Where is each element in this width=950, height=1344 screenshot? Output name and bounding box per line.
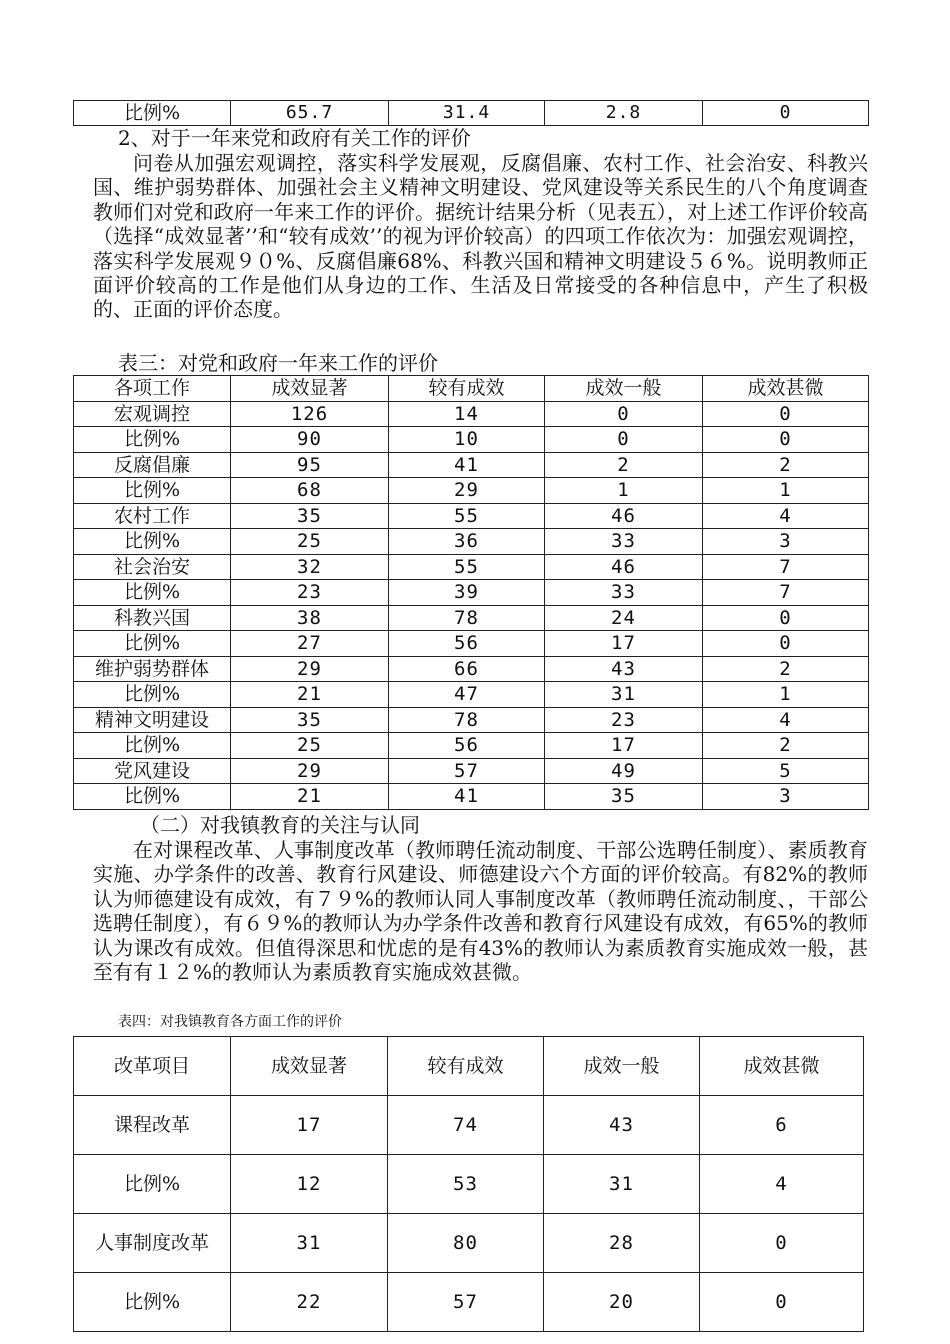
table-cell: 12 [231, 1155, 388, 1214]
column-header: 改革项目 [74, 1037, 231, 1096]
evaluation-table-3 [73, 375, 869, 810]
table-cell: 41 [389, 452, 545, 478]
table-cell: 31 [544, 1155, 700, 1214]
column-header: 各项工作 [74, 376, 231, 402]
table-cell: 0 [545, 401, 703, 427]
top-table [73, 100, 869, 126]
table-cell: 0 [545, 427, 703, 453]
table-row [74, 452, 869, 478]
table-cell: 0 [700, 1273, 864, 1332]
table-cell: 57 [389, 758, 545, 784]
table-cell: 126 [231, 401, 389, 427]
table-cell: 33 [545, 580, 703, 606]
column-header: 成效一般 [545, 376, 703, 402]
table-cell: 精神文明建设 [74, 707, 231, 733]
table-cell: 0 [703, 101, 869, 126]
table-cell: 78 [389, 605, 545, 631]
table-cell: 人事制度改革 [74, 1214, 231, 1273]
table-row [74, 733, 869, 759]
table-row [74, 529, 869, 555]
column-header: 成效显著 [231, 376, 389, 402]
table-cell: 56 [389, 733, 545, 759]
table-cell: 比例% [74, 478, 231, 504]
table-row [74, 631, 869, 657]
column-header: 较有成效 [389, 376, 545, 402]
table-cell: 39 [389, 580, 545, 606]
table-cell: 78 [389, 707, 545, 733]
table-cell: 维护弱势群体 [74, 656, 231, 682]
table-cell: 33 [545, 529, 703, 555]
table-cell: 比例% [74, 529, 231, 555]
table-cell: 43 [544, 1096, 700, 1155]
table-cell: 科教兴国 [74, 605, 231, 631]
table-cell: 41 [389, 784, 545, 810]
column-header: 成效甚微 [700, 1037, 864, 1096]
table-cell: 0 [703, 427, 869, 453]
table-cell: 0 [703, 631, 869, 657]
table-cell: 23 [231, 580, 389, 606]
table-cell: 46 [545, 503, 703, 529]
table-header-row [74, 376, 869, 402]
table-cell: 32 [231, 554, 389, 580]
table-row [74, 478, 869, 504]
table-cell: 课程改革 [74, 1096, 231, 1155]
table-cell: 74 [388, 1096, 544, 1155]
table-caption: 表三：对党和政府一年来工作的评价 [118, 351, 438, 375]
table-cell: 比例% [74, 733, 231, 759]
table-cell: 比例% [74, 1273, 231, 1332]
table-cell: 35 [545, 784, 703, 810]
table-row [74, 580, 869, 606]
table-row [74, 1155, 864, 1214]
table-cell: 比例% [74, 784, 231, 810]
table-row [74, 682, 869, 708]
table-cell: 49 [545, 758, 703, 784]
table-cell: 90 [231, 427, 389, 453]
table-cell: 31 [231, 1214, 388, 1273]
table-row [74, 503, 869, 529]
table-cell: 10 [389, 427, 545, 453]
table-cell: 社会治安 [74, 554, 231, 580]
table-cell: 7 [703, 554, 869, 580]
table-cell: 22 [231, 1273, 388, 1332]
table-cell: 3 [703, 784, 869, 810]
table-cell: 56 [389, 631, 545, 657]
table-cell: 1 [545, 478, 703, 504]
table-row [74, 401, 869, 427]
column-header: 成效甚微 [703, 376, 869, 402]
column-header: 成效一般 [544, 1037, 700, 1096]
table-cell: 35 [231, 707, 389, 733]
table-cell: 65.7 [231, 101, 389, 126]
table-cell: 38 [231, 605, 389, 631]
table-cell: 80 [388, 1214, 544, 1273]
table-cell: 比例% [74, 631, 231, 657]
table-cell: 0 [703, 605, 869, 631]
table-cell: 95 [231, 452, 389, 478]
table-cell: 29 [231, 656, 389, 682]
table-row [74, 1214, 864, 1273]
column-header: 较有成效 [388, 1037, 544, 1096]
table-cell: 55 [389, 554, 545, 580]
table-cell: 68 [231, 478, 389, 504]
table-row [74, 784, 869, 810]
table-cell: 4 [703, 707, 869, 733]
table-header-row [74, 1037, 864, 1096]
table-cell: 2 [703, 656, 869, 682]
table-cell: 57 [388, 1273, 544, 1332]
table-cell: 53 [388, 1155, 544, 1214]
table-cell: 5 [703, 758, 869, 784]
table-cell: 46 [545, 554, 703, 580]
table-cell: 66 [389, 656, 545, 682]
table-cell: 2 [703, 733, 869, 759]
body-paragraph: 问卷从加强宏观调控，落实科学发展观，反腐倡廉、农村工作、社会治安、科教兴国、维护弱势群体、加强社会主义精神文明建设、党风建设等关系民生的八个角度调查教师们对党和政府一年来工作的评价。据统计结果分析（见表五），对上述工作评价较高（选择“成效显著’’和“较有成效’’的视为评价较高）的四项工作依次为：加强宏观调控，落实科学发展观９０%、反腐倡廉68%、科教兴国和精神文明建设５６%。说明教师正面评价较高的工作是他们从身边的工作、生活及日常接受的各种信息中，产生了积极的、正面的评价态度。 [93, 151, 868, 322]
table-cell: 29 [389, 478, 545, 504]
table-row [74, 1273, 864, 1332]
table-cell: 25 [231, 733, 389, 759]
table-cell: 31 [545, 682, 703, 708]
table-cell: 24 [545, 605, 703, 631]
table-cell: 21 [231, 682, 389, 708]
table-cell: 25 [231, 529, 389, 555]
table-row [74, 605, 869, 631]
table-cell: 36 [389, 529, 545, 555]
column-header: 成效显著 [231, 1037, 388, 1096]
table-cell: 0 [703, 401, 869, 427]
table-cell: 17 [231, 1096, 388, 1155]
table-cell: 29 [231, 758, 389, 784]
table-row [74, 554, 869, 580]
table-cell: 4 [700, 1155, 864, 1214]
table-cell: 宏观调控 [74, 401, 231, 427]
table-cell: 20 [544, 1273, 700, 1332]
table-cell: 14 [389, 401, 545, 427]
table-row [74, 101, 869, 126]
table-cell: 43 [545, 656, 703, 682]
table-cell: 党风建设 [74, 758, 231, 784]
table-cell: 反腐倡廉 [74, 452, 231, 478]
table-cell: 2.8 [545, 101, 703, 126]
table-cell: 1 [703, 682, 869, 708]
table-cell: 农村工作 [74, 503, 231, 529]
evaluation-table-4 [73, 1036, 864, 1332]
table-cell: 2 [703, 452, 869, 478]
table-row [74, 758, 869, 784]
table-cell: 21 [231, 784, 389, 810]
table-cell: 47 [389, 682, 545, 708]
body-paragraph: 在对课程改革、人事制度改革（教师聘任流动制度、干部公选聘任制度）、素质教育实施、办学条件的改善、教育行风建设、师德建设六个方面的评价较高。有82%的教师认为师德建设有成效，有７９%的教师认同人事制度改革（教师聘任流动制度、，干部公选聘任制度），有６９%的教师认为办学条件改善和教育行风建设有成效，有65%的教师认为课改有成效。但值得深思和忧虑的是有43%的教师认为素质教育实施成效一般，甚至有有１２%的教师认为素质教育实施成效甚微。 [93, 838, 868, 985]
table-cell: 17 [545, 733, 703, 759]
table-body [74, 1037, 864, 1332]
table-cell: 28 [544, 1214, 700, 1273]
table-cell: 比例% [74, 682, 231, 708]
table-caption: 表四：对我镇教育各方面工作的评价 [118, 1014, 342, 1030]
table-cell: 17 [545, 631, 703, 657]
table-cell: 35 [231, 503, 389, 529]
table-cell: 比例% [74, 580, 231, 606]
table-cell: 27 [231, 631, 389, 657]
section-heading: （二）对我镇教育的关注与认同 [140, 813, 420, 837]
section-heading: 2、对于一年来党和政府有关工作的评价 [118, 126, 471, 150]
table-cell: 3 [703, 529, 869, 555]
table-cell: 55 [389, 503, 545, 529]
table-cell: 7 [703, 580, 869, 606]
table-cell: 23 [545, 707, 703, 733]
table-cell: 4 [703, 503, 869, 529]
table-cell: 比例% [74, 427, 231, 453]
table-cell: 比例% [74, 101, 231, 126]
table-cell: 6 [700, 1096, 864, 1155]
table-row [74, 656, 869, 682]
table-cell: 比例% [74, 1155, 231, 1214]
table-cell: 31.4 [389, 101, 545, 126]
table-cell: 0 [700, 1214, 864, 1273]
table-cell: 2 [545, 452, 703, 478]
table-row [74, 1096, 864, 1155]
table-body [74, 376, 869, 810]
table-cell: 1 [703, 478, 869, 504]
table-row [74, 707, 869, 733]
table-row [74, 427, 869, 453]
